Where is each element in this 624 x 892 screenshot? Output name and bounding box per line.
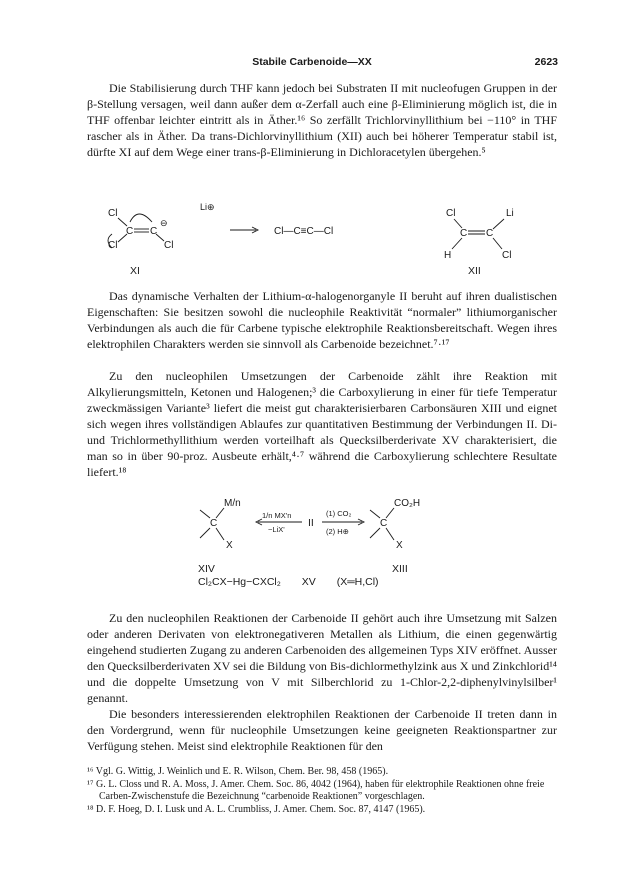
reagent-bottom: −LiX'	[268, 525, 285, 534]
xiv-x: X	[226, 540, 233, 551]
xii-c-right: C	[486, 228, 494, 239]
x-definition: (X═H,Cl)	[336, 576, 379, 588]
xii-bond-3	[452, 238, 462, 249]
xii-cl: Cl	[446, 208, 456, 219]
page-header	[0, 54, 624, 72]
formula-xv: Cl₂CX−Hg−CXCl₂	[198, 576, 281, 588]
paragraph-text: Das dynamische Verhalten der Lithium-α-halogenorganyle II beruht auf ihren dualistischen Eigenschaften: Sie besitzen sowohl die nucleophile Reaktivität “normaler” lithiumorganischer Verbindungen als auch die für Carbene typische elektrophile Reaktionsbereitschaft. Wegen ihres elektrophilen Charakters werden sie sinnvoll als Carbenoide bezeichnet.⁷·¹⁷	[87, 289, 557, 351]
label-xi: XI	[130, 265, 140, 277]
footnotes	[87, 766, 557, 816]
xiv-c: C	[210, 518, 218, 529]
xiii-bond-up	[386, 508, 394, 518]
xii-bond-4	[493, 238, 502, 249]
xiii-bond-ul	[370, 510, 380, 518]
xi-bond-2	[118, 234, 127, 242]
xi-curved-arrow	[130, 214, 152, 222]
xii-bond-1	[454, 219, 462, 228]
label-xiv: XIV	[198, 563, 215, 575]
xiv-mn: M/n	[224, 498, 241, 509]
label-xii: XII	[468, 265, 481, 277]
paragraph-nucleophile-reaktionen	[87, 610, 557, 706]
xiii-x: X	[396, 540, 403, 551]
xi-cl-right: Cl	[164, 240, 174, 251]
formula-line	[198, 576, 458, 588]
xi-cl-top: Cl	[108, 208, 118, 219]
step-1: (1) CO₂	[326, 509, 352, 518]
xii-h: H	[444, 250, 452, 261]
xii-c-left: C	[460, 228, 468, 239]
xi-bond-3	[156, 234, 164, 241]
scheme-eliminierung	[60, 196, 564, 282]
paragraph-elektrophile	[87, 706, 557, 754]
paragraph-nucleophil	[87, 368, 557, 480]
page-number: 2623	[534, 56, 558, 68]
reagent-top: 1/n MX'n	[262, 511, 292, 520]
xiii-bond-dl	[370, 528, 380, 538]
label-xiii: XIII	[392, 563, 408, 575]
xiv-bond-ul	[200, 510, 210, 518]
xii-bond-2	[493, 219, 504, 229]
xiv-bond-down	[216, 528, 224, 540]
xi-li-plus: Li⊕	[200, 202, 215, 212]
xi-bond-1	[118, 218, 127, 226]
xiii-c: C	[380, 518, 388, 529]
running-title: Stabile Carbenoide—XX	[252, 56, 372, 68]
xiii-bond-down	[386, 528, 394, 540]
dichloroacetylene: Cl—C≡C—Cl	[274, 226, 334, 237]
xii-cl-bottom: Cl	[502, 250, 512, 261]
xi-cl-bottom-left: Cl	[108, 240, 118, 251]
paragraph-dynamisch	[87, 288, 557, 352]
xii-li: Li	[506, 208, 514, 219]
xi-minus: ⊖	[160, 218, 168, 228]
label-xv: XV	[301, 576, 316, 588]
paragraph-text: Die besonders interessierenden elektrophilen Reaktionen der Carbenoide II treten dann in den Vordergrund, wenn für nucleophile Umsetzungen keine geeigneten Reaktionspartner zur Verfügung stehen. Meist sind elektrophile Reaktionen für den	[87, 707, 557, 753]
step-2: (2) H⊕	[326, 527, 349, 536]
xi-c-left: C	[126, 226, 134, 237]
footnote-18: ¹⁸ D. F. Hoeg, D. I. Lusk und A. L. Crumbliss, J. Amer. Chem. Soc. 87, 4147 (1965).	[87, 803, 426, 815]
paragraph-text: Die Stabilisierung durch THF kann jedoch bei Substraten II mit nucleofugen Gruppen in der β-Stellung versagen, weil dann außer dem α-Zerfall auch eine β-Eliminierung möglich ist, die in THF offenbar leichter eintritt als in Äther.¹⁶ So zerfällt Trichlorvinyllithium bei −110° in THF rascher als in Äther. Da trans-Dichlorvinyllithium (XII) auch bei höherer Temperatur stabil ist, dürfte XI auf dem Wege einer trans-β-Eliminierung in Dichloracetylen übergehen.⁵	[87, 81, 557, 159]
footnote-17: ¹⁷ G. L. Closs und R. A. Moss, J. Amer. Chem. Soc. 86, 4042 (1964), haben für elektrophile Reaktionen ohne freie Carben-Zwischenstufe die Bezeichnung “carbenoide Reaktionen” vorgeschlagen.	[87, 778, 545, 802]
xi-c-right: C	[150, 226, 158, 237]
xiii-co2h: CO₂H	[394, 498, 421, 509]
paragraph-text: Zu den nucleophilen Umsetzungen der Carbenoide zählt ihre Reaktion mit Alkylierungsmitteln, Ketonen und Halogenen;³ die Carboxylierung in einer für tiefe Temperatur zweckmässigen Variante³ liefert die meist gut charakterisierbaren Carbonsäuren XIII und eignet sich wegen ihres vollständigen Ablaufes zur quantitativen Bestimmung der Verbindungen II. Di- und Trichlormethyllithium werden vorteilhaft als Quecksilberderivate XV charakterisiert, die man so in über 90-proz. Ausbeute erhält,⁴·⁷ während die Carboxylierung schlechtere Resultate liefert.¹⁸	[87, 369, 557, 479]
center-ii: II	[308, 517, 314, 529]
xiv-bond-dl	[200, 528, 210, 538]
paragraph-text: Zu den nucleophilen Reaktionen der Carbenoide II gehört auch ihre Umsetzung mit Salzen oder anderen Derivaten von elektronegativeren Metallen als Lithium, die einen gegenwärtig eingehend studierten Zugang zu anderen Carbenoiden des allgemeinen Typs XIV eröffnet. Ausser den Quecksilberderivaten XV sei die Bildung von Bis-dichlormethylzink aus X und Zinkchlorid¹⁴ und die doppelte Umsetzung von V mit Silberchlorid zu 1-Chlor-2,2-diphenylvinylsilber¹ genannt.	[87, 611, 557, 705]
xiv-bond-up	[216, 508, 224, 518]
paragraph-stabilisierung	[87, 80, 557, 160]
footnote-16: ¹⁶ Vgl. G. Wittig, J. Weinlich und E. R. Wilson, Chem. Ber. 98, 458 (1965).	[87, 766, 389, 777]
